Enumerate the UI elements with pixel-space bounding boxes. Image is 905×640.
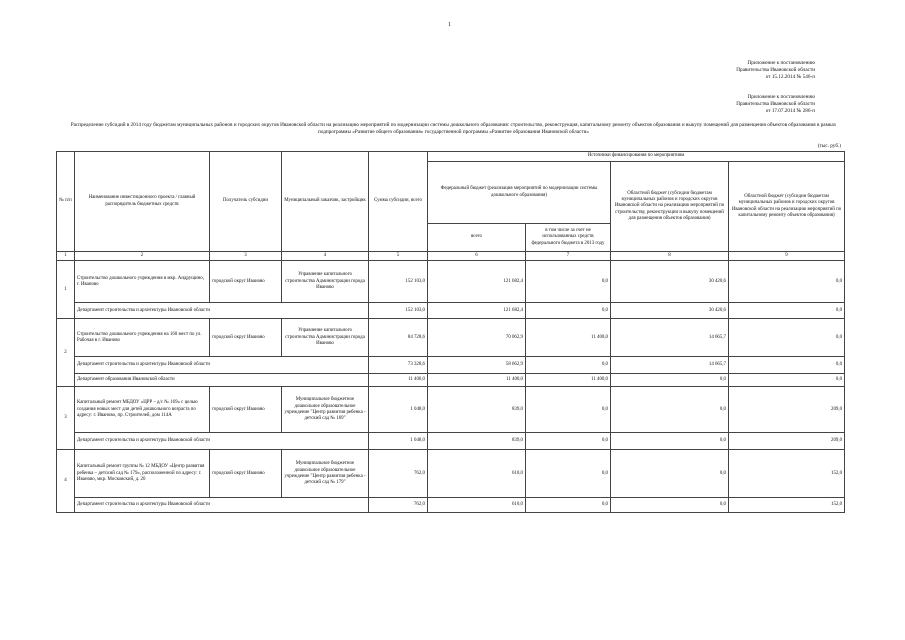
col-number-cell: 8	[611, 252, 729, 261]
appendix-2-line-2: Правительства Ивановской области	[736, 101, 815, 107]
header-federal-2013: в том числе за счет не использованных средств федерального бюджета в 2013 году	[526, 224, 611, 252]
col-number-cell: 5	[369, 252, 428, 261]
header-regional: Областной бюджет (субсидии бюджетам муниципальных районов и городских округов Ивановской области на реализацию мероприятий по строительству, реконструкции и выкупу помещений для размещения объектов образования)	[611, 162, 729, 252]
regional-value: 0,0	[611, 433, 729, 450]
regional-repair-value: 209,0	[729, 387, 845, 433]
total-value: 73 328,6	[369, 357, 428, 374]
total-value: 84 728,6	[369, 319, 428, 357]
row-number: 4	[57, 450, 75, 513]
regional-repair-value: 152,0	[729, 498, 845, 513]
department-name: Департамент строительства и архитектуры Ивановской области	[75, 357, 369, 374]
recipient: городской округ Иваново	[210, 387, 282, 433]
header-total: Сумма субсидии, всего	[369, 152, 428, 252]
department-name: Департамент строительства и архитектуры Ивановской области	[75, 303, 369, 319]
appendix-2-line-1: Приложение к постановлению	[747, 94, 815, 100]
federal-2013-value: 0,0	[526, 357, 611, 374]
federal-value: 121 682,4	[428, 261, 526, 303]
appendix-note-1	[736, 60, 815, 81]
regional-repair-value: 0,0	[729, 357, 845, 374]
department-name: Департамент строительства и архитектуры Ивановской области	[75, 433, 369, 450]
page-number: 1	[448, 22, 451, 28]
customer: Муниципальное бюджетное дошкольное образовательное учреждение "Центр развития ребенка - детский сад № 179"	[282, 450, 369, 498]
regional-repair-value: 0,0	[729, 303, 845, 319]
row-number: 1	[57, 261, 75, 319]
total-value: 1 048,0	[369, 433, 428, 450]
col-number-cell: 3	[210, 252, 282, 261]
header-recipient: Получатель субсидии	[210, 152, 282, 252]
total-value: 11 400,0	[369, 374, 428, 387]
appendix-1-line-2: Правительства Ивановской области	[736, 67, 815, 73]
table-row	[57, 374, 845, 387]
table-row	[57, 387, 845, 433]
department-name: Департамент образования Ивановской области	[75, 374, 369, 387]
appendix-1-line-1: Приложение к постановлению	[747, 60, 815, 66]
table-row	[57, 319, 845, 357]
federal-value: 839,0	[428, 387, 526, 433]
appendix-1-line-3: от 15.12.2014 № 546-п	[765, 74, 815, 80]
federal-2013-value: 0,0	[526, 498, 611, 513]
project-name: Строительство дошкольного учреждения в мкр. Андрущино, г. Иваново	[75, 261, 210, 303]
appendix-note-2	[736, 94, 815, 115]
regional-value: 0,0	[611, 450, 729, 498]
total-value: 762,0	[369, 450, 428, 498]
table-row	[57, 450, 845, 498]
subsidy-table	[56, 151, 845, 513]
recipient: городской округ Иваново	[210, 261, 282, 303]
federal-2013-value: 0,0	[526, 433, 611, 450]
table-row	[57, 498, 845, 513]
federal-value: 121 682,4	[428, 303, 526, 319]
customer: Муниципальное бюджетное дошкольное образовательное учреждение "Центр развития ребенка - детский сад № 169"	[282, 387, 369, 433]
customer: Управление капитального строительства Администрации города Иваново	[282, 261, 369, 303]
col-number-cell: 7	[526, 252, 611, 261]
table-row	[57, 433, 845, 450]
header-project-name: Наименование инвестиционного проекта / главный распорядитель бюджетных средств	[75, 152, 210, 252]
regional-value: 30 420,6	[611, 261, 729, 303]
project-name: Капитальный ремонт группы № 12 МБДОУ «Центр развития ребенка – детский сад № 179», расположенной по адресу: г. Иваново, мкр. Московский, д. 20	[75, 450, 210, 498]
row-number: 2	[57, 319, 75, 387]
units-label: (тыс. руб.)	[817, 143, 841, 149]
header-regional-repair: Областной бюджет (субсидии бюджетам муниципальных районов и городских округов Ивановской области на реализацию мероприятий по капитальному ремонту объектов образования)	[729, 162, 845, 252]
regional-repair-value: 0,0	[729, 374, 845, 387]
table-row	[57, 261, 845, 303]
customer: Управление капитального строительства Администрации города Иваново	[282, 319, 369, 357]
department-name: Департамент строительства и архитектуры Ивановской области	[75, 498, 369, 513]
recipient: городской округ Иваново	[210, 319, 282, 357]
col-number-cell: 6	[428, 252, 526, 261]
col-number-cell: 9	[729, 252, 845, 261]
regional-value: 14 665,7	[611, 357, 729, 374]
federal-value: 839,0	[428, 433, 526, 450]
federal-value: 610,0	[428, 498, 526, 513]
col-number-cell: 2	[75, 252, 210, 261]
federal-value: 11 400,0	[428, 374, 526, 387]
federal-2013-value: 11 400,0	[526, 374, 611, 387]
total-value: 762,0	[369, 498, 428, 513]
federal-value: 70 062,9	[428, 319, 526, 357]
header-federal: Федеральный бюджет (реализация мероприятий по модернизации системы дошкольного образования)	[428, 162, 611, 224]
appendix-2-line-3: от 17.07.2014 № 286-п	[765, 108, 815, 114]
table-row	[57, 303, 845, 319]
table-row	[57, 357, 845, 374]
col-number-cell: 4	[282, 252, 369, 261]
row-number: 3	[57, 387, 75, 450]
regional-repair-value: 152,0	[729, 450, 845, 498]
total-value: 152 103,0	[369, 261, 428, 303]
regional-value: 0,0	[611, 374, 729, 387]
col-number-cell: 1	[57, 252, 75, 261]
project-name: Строительство дошкольного учреждения на 160 мест по ул. Рабочая в г. Иваново	[75, 319, 210, 357]
regional-repair-value: 0,0	[729, 319, 845, 357]
regional-repair-value: 0,0	[729, 261, 845, 303]
federal-2013-value: 0,0	[526, 261, 611, 303]
project-name: Капитальный ремонт МБДОУ «ЦРР – д/с № 169» с целью создания новых мест для детей дошкольного возраста по адресу: г. Иваново, пр. Строителей, дом 114А	[75, 387, 210, 433]
regional-repair-value: 209,0	[729, 433, 845, 450]
federal-2013-value: 0,0	[526, 303, 611, 319]
regional-value: 14 665,7	[611, 319, 729, 357]
header-sources: Источники финансирования по мероприятиям	[428, 152, 845, 162]
regional-value: 0,0	[611, 498, 729, 513]
total-value: 152 103,0	[369, 303, 428, 319]
total-value: 1 048,0	[369, 387, 428, 433]
federal-2013-value: 0,0	[526, 450, 611, 498]
header-num: № п/п	[57, 152, 75, 252]
recipient: городской округ Иваново	[210, 450, 282, 498]
header-customer: Муниципальный заказчик, застройщик	[282, 152, 369, 252]
federal-value: 58 662,9	[428, 357, 526, 374]
regional-value: 30 420,6	[611, 303, 729, 319]
federal-2013-value: 11 400,0	[526, 319, 611, 357]
federal-2013-value: 0,0	[526, 387, 611, 433]
document-title: Распределение субсидий в 2014 году бюджетам муниципальных районов и городских округов Ивановской области на реализацию мероприятий по модернизации системы дошкольного образования: строительство, реконструкция, капитальному ремонту объектов образования и выкупу помещений для размещения объектов образования в рамках подпрограммы «Развитие общего образования» государственной программы «Развитие образования Ивановской области»	[70, 122, 837, 135]
federal-value: 610,0	[428, 450, 526, 498]
header-federal-total: всего	[428, 224, 526, 252]
regional-value: 0,0	[611, 387, 729, 433]
